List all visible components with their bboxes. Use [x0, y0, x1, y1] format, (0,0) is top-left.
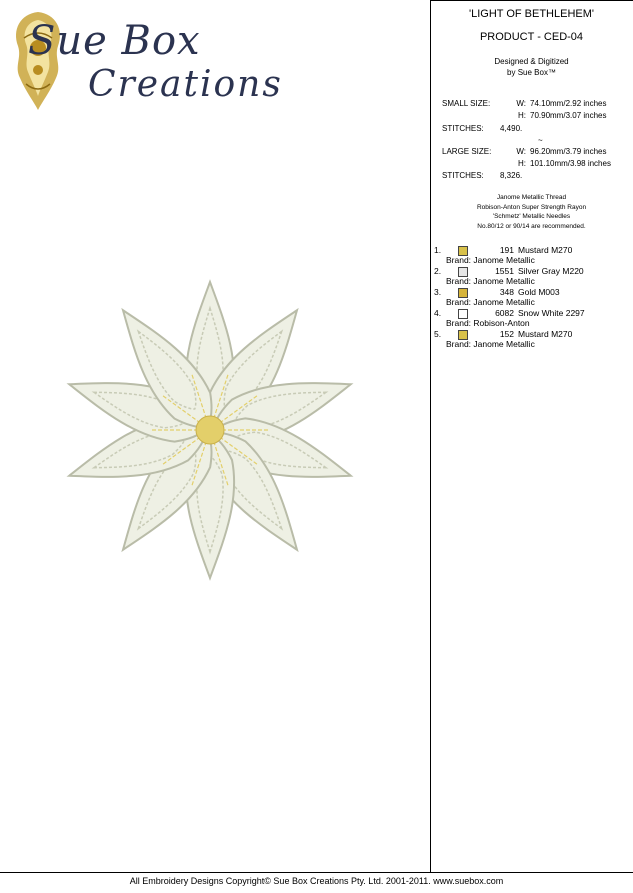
large-stitches-label: STITCHES:: [442, 171, 484, 180]
recommend-line4: No.80/12 or 90/14 are recommended.: [477, 222, 586, 230]
small-width-value: 74.10mm/2.92 inches: [530, 99, 607, 108]
thread-item: [434, 245, 630, 266]
large-stitches-value: 8,326.: [500, 171, 523, 180]
thread-number: 4.: [434, 308, 442, 318]
recommend-line1: Janome Metallic Thread: [496, 194, 567, 201]
thread-number: 5.: [434, 329, 442, 339]
thread-brand: Brand: Janome Metallic: [446, 339, 535, 349]
thread-code: 6082: [495, 308, 514, 318]
brand-logo: [8, 8, 283, 118]
small-stitches-label: STITCHES:: [442, 124, 484, 133]
large-size-height-row: [442, 159, 632, 170]
large-width-value: 96.20mm/3.79 inches: [530, 147, 607, 156]
thread-name: Mustard M270: [518, 245, 573, 255]
design-title: 'LIGHT OF BETHLEHEM': [468, 8, 595, 20]
footer-divider: [0, 872, 633, 873]
thread-recommendation: [432, 193, 631, 231]
large-height-label: H:: [518, 159, 526, 168]
small-stitches-value: 4,490.: [500, 124, 523, 133]
small-height-label: H:: [518, 111, 526, 120]
recommend-line2: Robison-Anton Super Strength Rayon: [476, 203, 587, 211]
thread-name: Silver Gray M220: [518, 266, 584, 276]
copyright-footer: All Embroidery Designs Copyright© Sue Box Creations Pty. Ltd. 2001-2011. www.suebox.com: [129, 876, 504, 886]
large-width-label: W:: [516, 147, 526, 156]
thread-number: 2.: [434, 266, 442, 276]
thread-code: 152: [499, 329, 514, 339]
large-stitches-row: [442, 171, 632, 182]
thread-name: Snow White 2297: [518, 308, 585, 318]
recommend-line3: 'Schmetz' Metallic Needles: [492, 213, 571, 220]
thread-name: Gold M003: [518, 287, 560, 297]
small-width-label: W:: [516, 99, 526, 108]
thread-number: 3.: [434, 287, 442, 297]
small-size-width-row: [442, 99, 632, 110]
logo-text-line2: Creations: [88, 64, 283, 105]
thread-brand: Brand: Robison-Anton: [446, 318, 530, 328]
small-size-label: SMALL SIZE:: [442, 99, 491, 108]
thread-name: Mustard M270: [518, 329, 573, 339]
designer-credit-line1: Designed & Digitized: [494, 57, 569, 66]
top-divider: [430, 0, 633, 1]
large-height-value: 101.10mm/3.98 inches: [530, 159, 611, 168]
thread-code: 1551: [495, 266, 514, 276]
small-size-height-row: [442, 111, 632, 122]
embroidery-star-design: [60, 275, 360, 585]
size-separator-row: [442, 136, 632, 147]
thread-item: [434, 308, 630, 329]
thread-brand: Brand: Janome Metallic: [446, 276, 535, 286]
small-stitches-row: [442, 124, 632, 135]
designer-credit-line2: by Sue Box™: [507, 68, 556, 77]
star-center: [196, 416, 224, 444]
small-height-value: 70.90mm/3.07 inches: [530, 111, 607, 120]
thread-item: [434, 329, 630, 350]
thread-brand: Brand: Janome Metallic: [446, 255, 535, 265]
product-code: PRODUCT - CED-04: [479, 31, 584, 43]
large-size-width-row: [442, 147, 632, 158]
thread-brand: Brand: Janome Metallic: [446, 297, 535, 307]
logo-text-line1: Sue Box: [28, 18, 201, 64]
designer-credit: [432, 56, 631, 78]
thread-item: [434, 266, 630, 287]
thread-code: 191: [499, 245, 514, 255]
thread-item: [434, 287, 630, 308]
size-separator: ~: [538, 136, 543, 145]
thread-number: 1.: [434, 245, 442, 255]
large-size-label: LARGE SIZE:: [442, 147, 492, 156]
thread-code: 348: [499, 287, 514, 297]
vertical-divider: [430, 0, 431, 872]
